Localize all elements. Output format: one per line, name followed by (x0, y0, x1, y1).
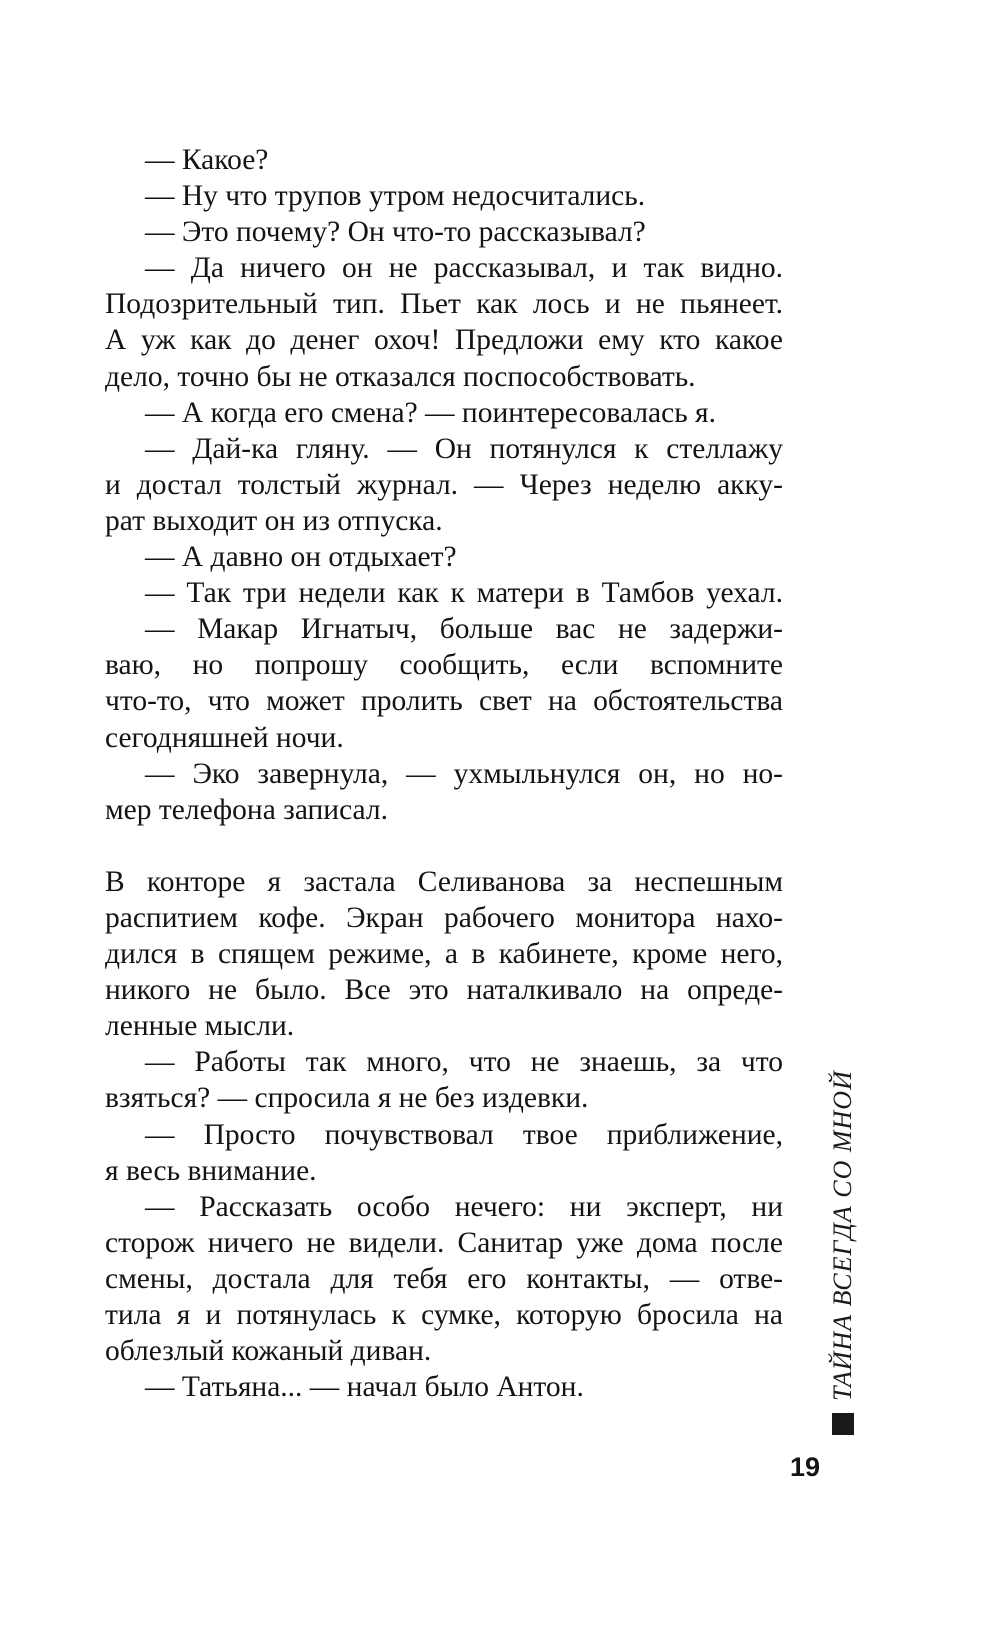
text-line: сегодняшней ночи. (105, 721, 344, 754)
text-line: что-то, что может пролить свет на обстоятельства (105, 685, 783, 718)
text-line: — Просто почувствовал твое приближение, (145, 1118, 783, 1151)
text-line: — Эко завернула, — ухмыльнулся он, но но- (145, 757, 783, 790)
text-line: — А когда его смена? — поинтересовалась я. (145, 396, 717, 429)
text-line: — Дай-ка гляну. — Он потянулся к стеллажу (145, 432, 783, 465)
text-line: В конторе я застала Селиванова за неспешным (105, 865, 783, 898)
text-line: — Рассказать особо нечего: ни эксперт, ни (145, 1190, 783, 1223)
text-line: — Это почему? Он что-то рассказывал? (145, 216, 646, 249)
text-line: — Работы так много, что не знаешь, за что (145, 1046, 783, 1079)
text-line: ваю, но попрошу сообщить, если вспомните (105, 649, 783, 682)
text-line: — Макар Игнатыч, больше вас не задержи- (145, 613, 783, 646)
text-line: мер телефона записал. (105, 793, 389, 826)
text-line: распитием кофе. Экран рабочего монитора нахо- (105, 901, 783, 934)
text-line: дился в спящем режиме, а в кабинете, кроме него, (105, 938, 783, 971)
text-line: — Какое? (145, 144, 269, 176)
page-number: 19 (790, 1452, 821, 1482)
text-line: взяться? — спросила я не без издевки. (105, 1082, 589, 1115)
square-marker-icon (832, 1413, 854, 1435)
text-line: сторож ничего не видели. Санитар уже дома после (105, 1226, 783, 1259)
page-body (105, 142, 783, 1405)
section-break (105, 828, 783, 864)
text-line: смены, достала для тебя его контакты, — отве- (105, 1262, 783, 1295)
text-line: и достал толстый журнал. — Через неделю акку- (105, 468, 783, 501)
text-line: ленные мысли. (105, 1010, 295, 1043)
text-line: тила я и потянулась к сумке, которую бросила на (105, 1299, 783, 1331)
text-line: — Татьяна... — начал было Антон. (145, 1371, 584, 1404)
text-line: — Ну что трупов утром недосчитались. (145, 180, 646, 213)
text-line: никого не было. Все это наталкивало на опреде- (105, 974, 783, 1007)
text-line: А уж как до денег охоч! Предложи ему кто какое (105, 324, 783, 357)
running-title-text: ТАЙНА ВСЕГДА СО МНОЙ (828, 1070, 857, 1401)
text-line: я весь внимание. (105, 1154, 317, 1187)
text-line: — А давно он отдыхает? (145, 541, 457, 574)
text-line: — Да ничего он не рассказывал, и так видно. (145, 252, 783, 285)
text-line: рат выходит он из отпуска. (105, 504, 443, 537)
text-line: — Так три недели как к матери в Тамбов уехал. (145, 577, 783, 610)
text-line: облезлый кожаный диван. (105, 1335, 432, 1368)
running-title (826, 1070, 860, 1435)
text-line: Подозрительный тип. Пьет как лось и не пьянеет. (105, 288, 783, 321)
text-line: дело, точно бы не отказался поспособствовать. (105, 360, 696, 393)
